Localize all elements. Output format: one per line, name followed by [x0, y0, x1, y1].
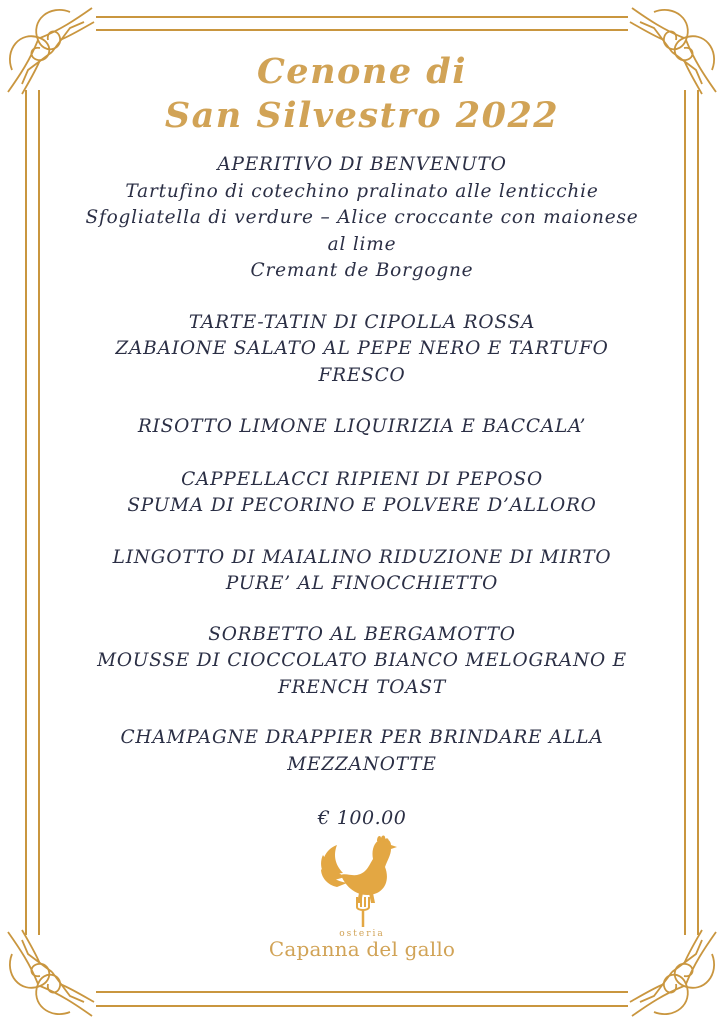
course-line: CAPPELLACCI RIPIENI DI PEPOSO: [181, 468, 543, 490]
course-line: FRESCO: [318, 364, 406, 386]
course-line: RISOTTO LIMONE LIQUIRIZIA E BACCALA’: [137, 416, 587, 437]
title-line-2: San Silvestro 2022: [164, 95, 560, 136]
course-champagne: [60, 725, 664, 778]
rooster-fork-icon: [317, 835, 407, 927]
course-line: FRENCH TOAST: [277, 676, 447, 698]
logo-name: Capanna del gallo: [268, 937, 456, 961]
course-line: Sfogliatella di verdure – Alice croccante con maionese: [85, 207, 639, 228]
course-line: TARTE-TATIN DI CIPOLLA ROSSA: [188, 311, 536, 333]
course-cappellacci: [60, 467, 664, 520]
restaurant-logo: [262, 835, 462, 961]
menu-title: [60, 50, 664, 138]
course-lingotto: [60, 545, 664, 598]
course-line: ZABAIONE SALATO AL PEPE NERO E TARTUFO: [115, 338, 609, 359]
logo-subtitle: osteria: [339, 929, 385, 939]
course-tarte-tatin: [60, 310, 664, 390]
course-line: SORBETTO AL BERGAMOTTO: [208, 623, 516, 645]
course-line: LINGOTTO DI MAIALINO RIDUZIONE DI MIRTO: [112, 546, 612, 568]
course-line: MOUSSE DI CIOCCOLATO BIANCO MELOGRANO E: [97, 650, 627, 671]
course-line: Tartufino di cotechino pralinato alle lenticchie: [125, 180, 599, 202]
course-line: MEZZANOTTE: [287, 753, 437, 775]
course-line: PURE’ AL FINOCCHIETTO: [225, 573, 499, 594]
course-line: al lime: [327, 233, 397, 255]
menu-content: [60, 50, 664, 829]
course-line: SPUMA DI PECORINO E POLVERE D’ALLORO: [127, 495, 597, 516]
course-dessert: [60, 622, 664, 702]
course-line: APERITIVO DI BENVENUTO: [217, 154, 507, 175]
course-line: Cremant de Borgogne: [250, 260, 474, 281]
course-aperitivo: [60, 152, 664, 285]
title-line-1: Cenone di: [256, 51, 468, 92]
menu-price: € 100.00: [317, 807, 407, 829]
course-risotto: [60, 414, 664, 441]
course-line: CHAMPAGNE DRAPPIER PER BRINDARE ALLA: [120, 727, 604, 748]
